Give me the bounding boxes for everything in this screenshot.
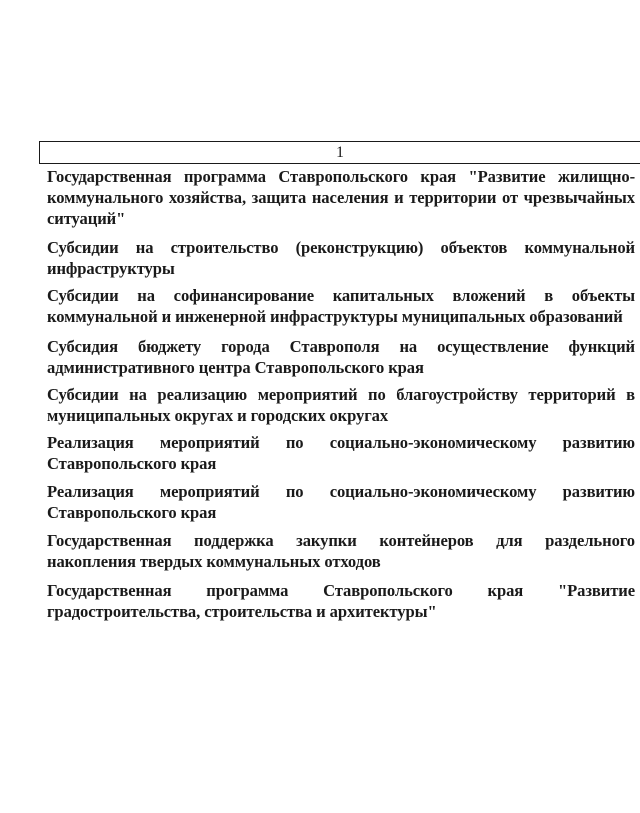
table-row: Субсидии на реализацию мероприятий по благоустройству территорий в муниципальных округах и городских округах [47, 385, 635, 425]
table-row: Реализация мероприятий по социально-экономическому развитию Ставропольского края [47, 433, 635, 473]
table-row: Государственная программа Ставропольского края "Развитие градостроительства, строительства и архитектуры" [47, 581, 635, 621]
table-row: Субсидии на строительство (реконструкцию) объектов коммунальной инфраструктуры [47, 238, 635, 278]
column-number: 1 [336, 144, 344, 161]
table-row: Субсидия бюджету города Ставрополя на осуществление функций административного центра Ставропольского края [47, 337, 635, 377]
table-row: Государственная программа Ставропольского края "Развитие жилищно-коммунального хозяйства, защита населения и территории от чрезвычайных ситуаций" [47, 167, 635, 228]
table-row: Субсидии на софинансирование капитальных вложений в объекты коммунальной и инженерной инфраструктуры муниципальных образований [47, 286, 635, 326]
table-body [47, 166, 635, 622]
table-row: Реализация мероприятий по социально-экономическому развитию Ставропольского края [47, 482, 635, 522]
table-header-row [39, 141, 640, 164]
table-row: Государственная поддержка закупки контейнеров для раздельного накопления твердых коммунальных отходов [47, 531, 635, 571]
